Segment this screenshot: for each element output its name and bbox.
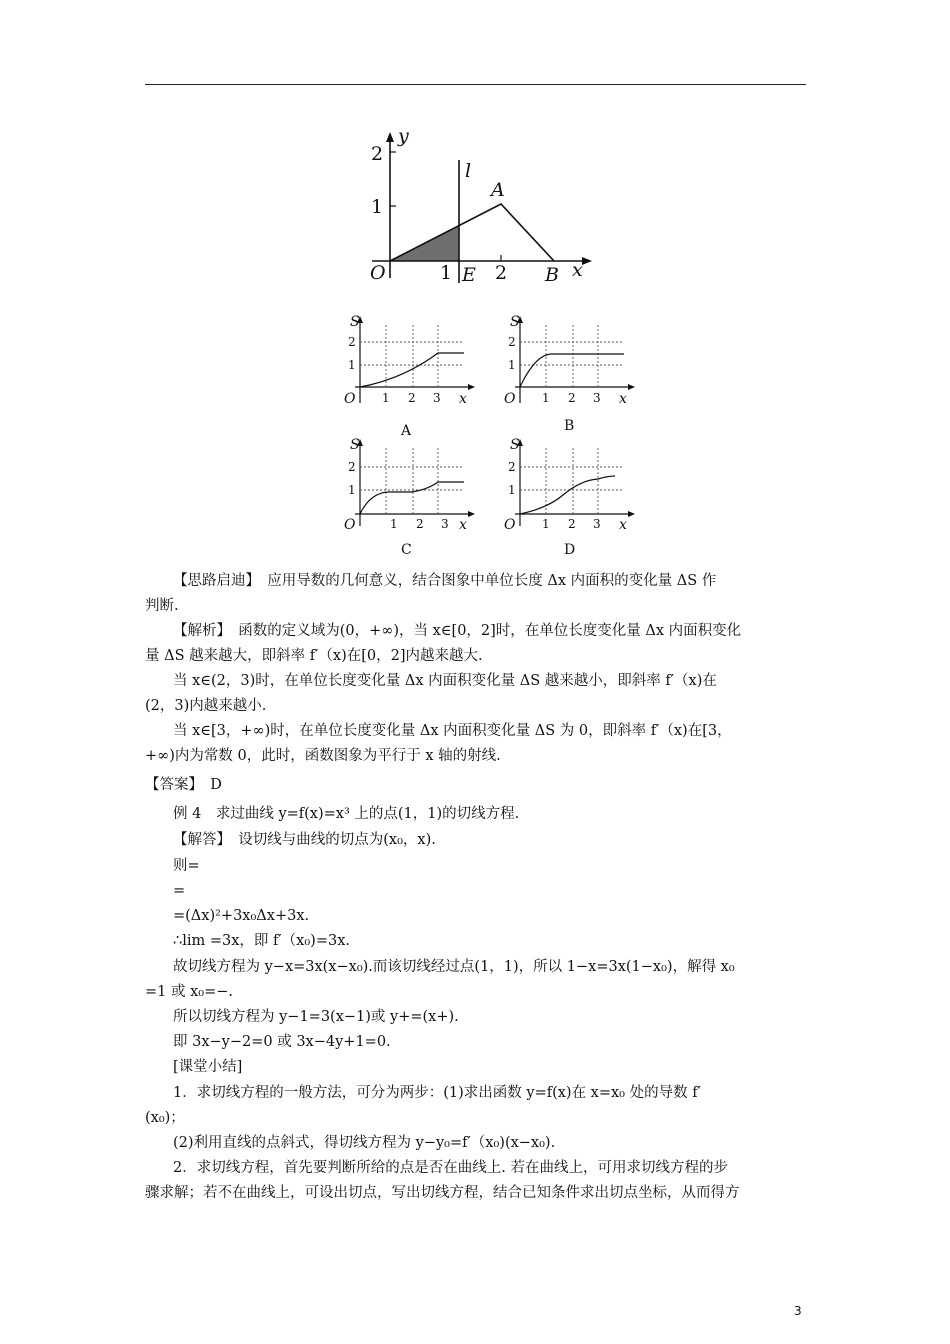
label-y: y (398, 125, 409, 147)
math-line-1: 则= (173, 858, 200, 874)
tick-label-x-2: 2 (495, 262, 508, 284)
text-line-3: 【解析】 函数的定义域为(0，+∞)，当 x∈[0，2]时，在单位长度变化量 Δx 内面积变化 (173, 623, 742, 639)
label-e: E (462, 264, 476, 286)
answer-line: 【答案】 D (145, 777, 222, 793)
svg-text:O: O (504, 391, 516, 407)
svg-text:2: 2 (568, 391, 576, 405)
text-line-5: 当 x∈(2，3)时，在单位长度变化量 Δx 内面积变化量 ΔS 越来越小，即斜率 f′（x)在 (173, 673, 717, 689)
svg-text:S: S (350, 314, 360, 330)
summary-1: 1．求切线方程的一般方法，可分为两步：(1)求出函数 y=f(x)在 x=x₀ 处的导数 f′ (173, 1085, 701, 1101)
main-graph (370, 125, 592, 286)
svg-text:O: O (344, 391, 356, 407)
svg-text:1: 1 (390, 517, 398, 531)
svg-text:2: 2 (408, 391, 416, 405)
svg-text:1: 1 (348, 358, 356, 372)
math-line-4: ∴lim =3x，即 f′（x₀)=3x. (173, 933, 350, 949)
option-b-graph (504, 314, 635, 434)
summary-1-cont: (x₀)； (145, 1110, 185, 1126)
svg-text:2: 2 (348, 335, 356, 349)
svg-text:2: 2 (508, 460, 516, 474)
caption-c: C (401, 542, 412, 558)
example-4: 例 4 求过曲线 y=f(x)=x³ 上的点(1，1)的切线方程. (173, 806, 520, 822)
figure-area (0, 0, 950, 560)
summary-heading: [课堂小结] (173, 1059, 243, 1075)
option-d-graph (504, 437, 635, 558)
text-line-2: 判断. (145, 598, 179, 614)
text-line-6: (2，3)内越来越小. (145, 698, 267, 714)
svg-text:1: 1 (542, 517, 550, 531)
svg-text:S: S (510, 437, 520, 453)
summary-2-cont: 骤求解；若不在曲线上，可设出切点，写出切线方程，结合已知条件求出切点坐标，从而得方 (145, 1185, 740, 1201)
text-line-17: =1 或 x₀=−. (145, 984, 233, 1000)
label-b: B (545, 264, 559, 286)
svg-text:O: O (504, 517, 516, 533)
label-x: x (572, 259, 583, 281)
svg-text:2: 2 (508, 335, 516, 349)
caption-d: D (564, 542, 576, 558)
text-line-19: 即 3x−y−2=0 或 3x−4y+1=0. (173, 1034, 391, 1050)
svg-text:x: x (459, 517, 467, 533)
summary-1-2: (2)利用直线的点斜式，得切线方程为 y−y₀=f′（x₀)(x−x₀). (173, 1135, 556, 1151)
text-line-1: 【思路启迪】 应用导数的几何意义，结合图象中单位长度 Δx 内面积的变化量 ΔS 作 (173, 573, 717, 589)
text-line-18: 所以切线方程为 y−1=3(x−1)或 y+=(x+). (173, 1009, 459, 1025)
svg-text:S: S (510, 314, 520, 330)
math-line-3: =(Δx)²+3x₀Δx+3x. (173, 908, 310, 924)
text-line-8: +∞)内为常数 0，此时，函数图象为平行于 x 轴的射线. (145, 748, 501, 764)
svg-text:1: 1 (508, 483, 516, 497)
tick-label-y-1: 1 (371, 196, 384, 218)
svg-text:1: 1 (348, 483, 356, 497)
svg-text:x: x (459, 391, 467, 407)
y-axis-arrow (386, 132, 394, 142)
svg-text:3: 3 (593, 517, 601, 531)
option-a-graph (344, 314, 475, 439)
svg-text:1: 1 (542, 391, 550, 405)
text-line-7: 当 x∈[3，+∞)时，在单位长度变化量 Δx 内面积变化量 ΔS 为 0，即斜率 f′（x)在[3， (173, 723, 732, 739)
math-line-2: = (173, 883, 186, 899)
svg-text:O: O (344, 517, 356, 533)
svg-text:1: 1 (382, 391, 390, 405)
label-l: l (465, 160, 472, 182)
svg-text:3: 3 (593, 391, 601, 405)
svg-text:2: 2 (568, 517, 576, 531)
x-axis-arrow (582, 257, 592, 265)
svg-text:x: x (619, 391, 627, 407)
tick-label-y-2: 2 (371, 143, 384, 165)
svg-text:2: 2 (416, 517, 424, 531)
tick-label-x-1: 1 (440, 262, 453, 284)
solution-line: 【解答】 设切线与曲线的切点为(x₀，x). (173, 832, 436, 848)
text-line-16: 故切线方程为 y−x=3x(x−x₀).而该切线经过点(1，1)，所以 1−x=3x(1−x₀)，解得 x₀ (173, 959, 735, 975)
text-line-4: 量 ΔS 越来越大，即斜率 f′（x)在[0，2]内越来越大. (145, 648, 483, 664)
caption-b: B (564, 418, 575, 434)
label-a: A (491, 179, 505, 201)
option-c-graph (344, 437, 475, 558)
svg-text:1: 1 (508, 358, 516, 372)
svg-text:2: 2 (348, 460, 356, 474)
svg-text:x: x (619, 517, 627, 533)
caption-a: A (401, 423, 412, 439)
svg-text:3: 3 (433, 391, 441, 405)
page-number: 3 (794, 1304, 802, 1318)
svg-text:3: 3 (441, 517, 449, 531)
summary-2: 2．求切线方程，首先要判断所给的点是否在曲线上. 若在曲线上，可用求切线方程的步 (173, 1160, 728, 1176)
label-o: O (370, 262, 386, 284)
svg-text:S: S (350, 437, 360, 453)
